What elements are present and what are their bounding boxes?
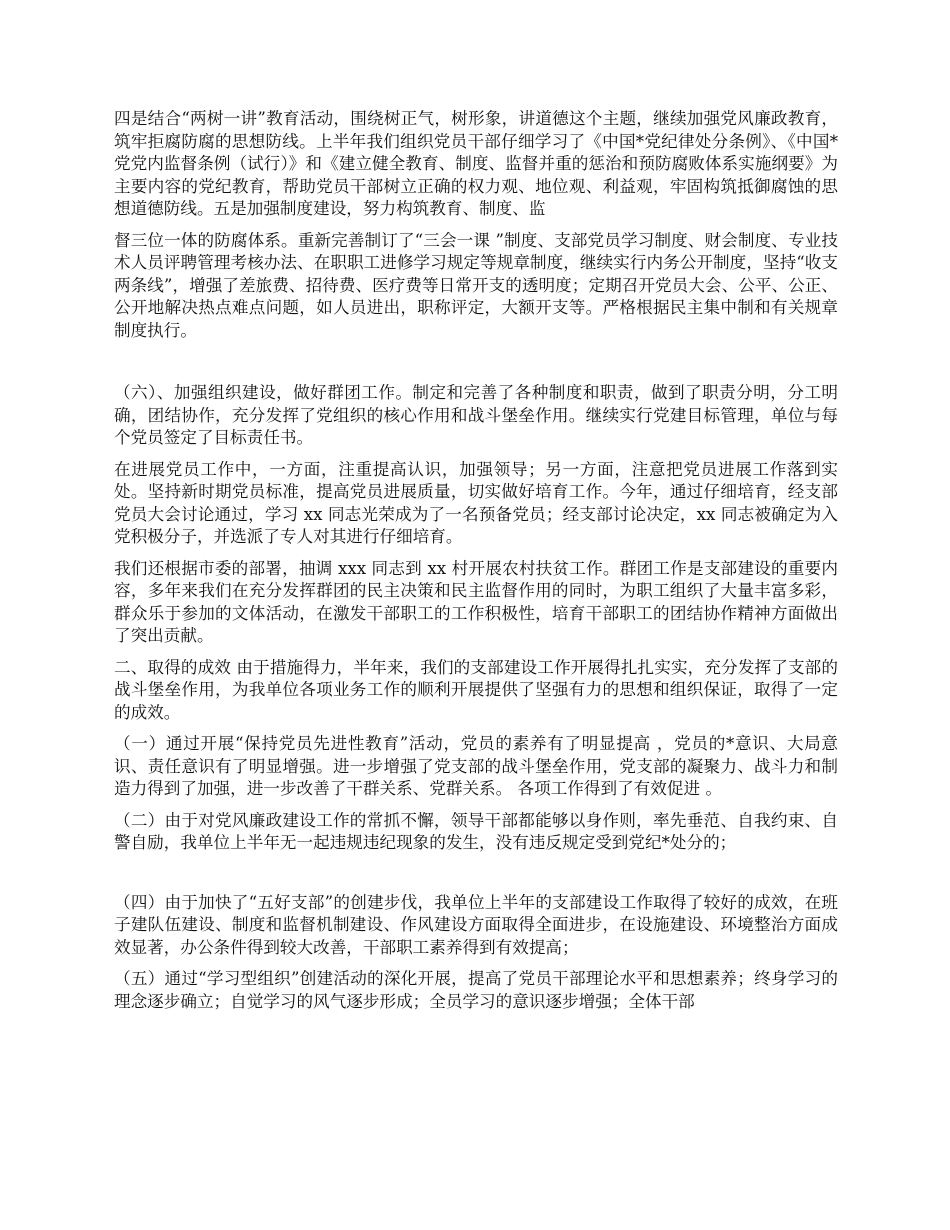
paragraph-education-activity: 四是结合“两树一讲”教育活动，围绕树正气，树形象，讲道德这个主题，继续加强党风廉政教育，筑牢拒腐防腐的思想防线。上半年我们组织党员干部仔细学习了《中国*党纪律处分条例》、《中国*党党内监督条例（试行）》和《建立健全教育、制度、监督并重的惩治和预防腐败体系实施纲要》为主要内容的党纪教育，帮助党员干部树立正确的权力观、地位观、利益观，牢固构筑抵御腐蚀的思想道德防线。五是加强制度建设，努力构筑教育、制度、监 xyxy=(114,109,838,218)
paragraph-organization-building: （六）、加强组织建设，做好群团工作。制定和完善了各种制度和职责，做到了职责分明，分工明确，团结协作，充分发挥了党组织的核心作用和战斗堡垒作用。继续实行党建目标管理，单位与每个党员签定了目标责任书。 xyxy=(114,383,838,447)
paragraph-poverty-alleviation: 我们还根据市委的部署，抽调 xxx 同志到 xx 村开展农村扶贫工作。群团工作是支部建设的重要内容，多年来我们在充分发挥群团的民主决策和民主监督作用的同时，为职工组织了大量丰富多彩，群众乐于参加的文体活动，在激发干部职工的工作积极性，培育干部职工的团结协作精神方面做出了突出贡献。 xyxy=(114,558,838,645)
blank-gap xyxy=(114,864,838,892)
blank-gap xyxy=(114,351,838,382)
paragraph-achievements-heading: 二、取得的成效 由于措施得力，半年来，我们的支部建设工作开展得扎扎实实，充分发挥了支部的战斗堡垒作用，为我单位各项业务工作的顺利开展提供了坚强有力的思想和组织保证，取得了一定的成效。 xyxy=(114,657,838,722)
paragraph-achievement-five: （五）通过“学习型组织”创建活动的深化开展，提高了党员干部理论水平和思想素养；终身学习的理念逐步确立；自觉学习的风气逐步形成；全员学习的意识逐步增强；全体干部 xyxy=(114,969,838,1011)
paragraph-achievement-one: （一）通过开展“保持党员先进性教育”活动，党员的素养有了明显提高 ，党员的*意识、大局意识、责任意识有了明显增强。进一步增强了党支部的战斗堡垒作用，党支部的凝聚力、战斗力和制造力得到了加强，进一步改善了干群关系、党群关系。 各项工作得到了有效促进 。 xyxy=(114,734,838,798)
paragraph-achievement-two: （二）由于对党风廉政建设工作的常抓不懈，领导干部都能够以身作则，率先垂范、自我约束、自警自励，我单位上半年无一起违规违纪现象的发生，没有违反规定受到党纪*处分的； xyxy=(114,810,838,852)
paragraph-party-member-development: 在进展党员工作中，一方面，注重提高认识，加强领导；另一方面，注意把党员进展工作落到实处。坚持新时期党员标准，提高党员进展质量，切实做好培育工作。今年，通过仔细培育，经支部党员大会讨论通过，学习 xx 同志光荣成为了一名预备党员；经支部讨论决定，xx 同志被确定为入党积极分子，并选派了专人对其进行仔细培育。 xyxy=(114,459,838,546)
document-page xyxy=(114,108,838,1022)
paragraph-anti-corruption-system: 督三位一体的防腐体系。重新完善制订了“三会一课 ”制度、支部党员学习制度、财会制度、专业技术人员评聘管理考核办法、在职职工进修学习规定等规章制度，继续实行内务公开制度，坚持“收支两条线”，增强了差旅费、招待费、医疗费等日常开支的透明度；定期召开党员大会、公平、公正、公开地解决热点难点问题，如人员进出，职称评定，大额开支等。严格根据民主集中制和有关规章制度执行。 xyxy=(114,230,838,340)
paragraph-achievement-four: （四）由于加快了“五好支部”的创建步伐，我单位上半年的支部建设工作取得了较好的成效，在班子建队伍建设、制度和监督机制建设、作风建设方面取得全面进步，在设施建设、环境整治方面成效显著，办公条件得到较大改善，干部职工素养得到有效提高； xyxy=(114,892,838,957)
